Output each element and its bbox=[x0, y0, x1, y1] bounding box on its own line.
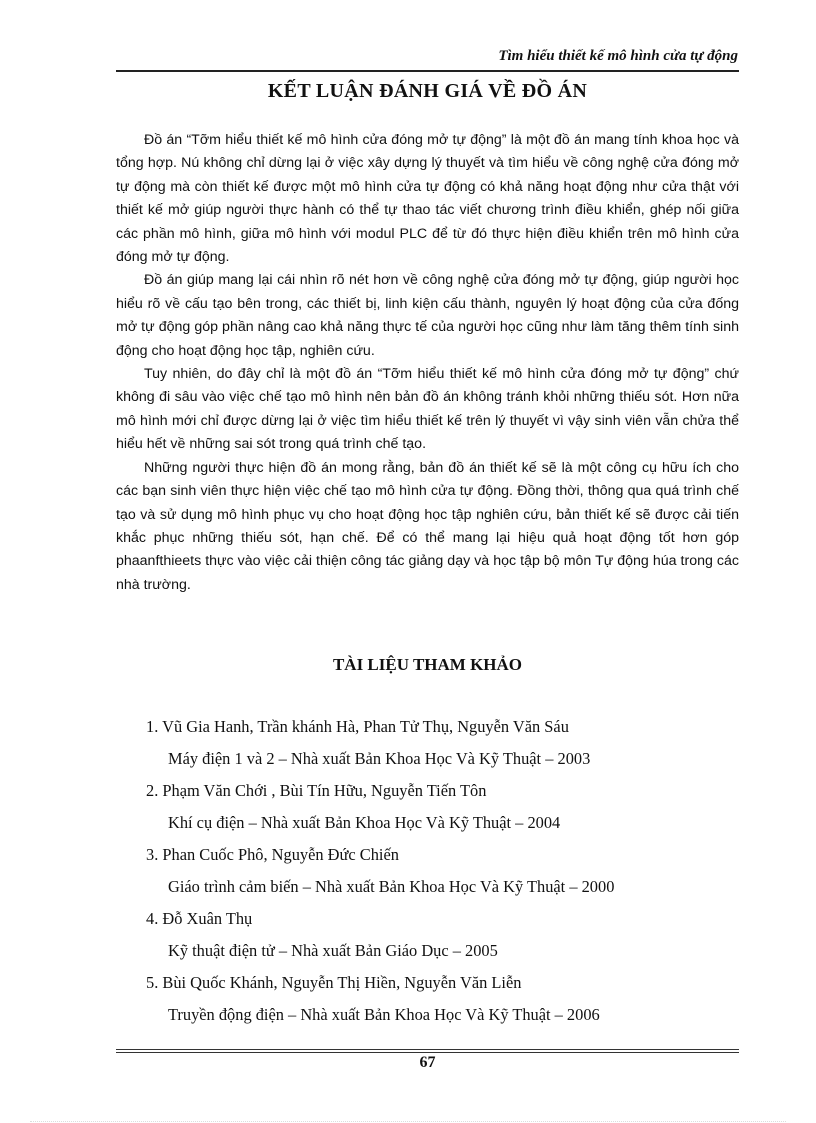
reference-authors-text: Bùi Quốc Khánh, Nguyễn Thị Hiền, Nguyễn Văn Liễn bbox=[162, 973, 522, 992]
reference-authors bbox=[146, 775, 614, 807]
reference-item bbox=[146, 903, 614, 967]
reference-source: Kỹ thuật điện tử – Nhà xuất Bản Giáo Dục – 2005 bbox=[168, 941, 498, 960]
reference-number: 1. bbox=[146, 717, 159, 736]
reference-source: Khí cụ điện – Nhà xuất Bản Khoa Học Và Kỹ Thuật – 2004 bbox=[168, 813, 561, 832]
footer-divider bbox=[116, 1049, 739, 1050]
reference-source: Máy điện 1 và 2 – Nhà xuất Bản Khoa Học Và Kỹ Thuật – 2003 bbox=[168, 749, 591, 768]
reference-authors bbox=[146, 903, 614, 935]
page-number: 67 bbox=[419, 1054, 436, 1071]
references-list bbox=[146, 711, 614, 1031]
reference-item bbox=[146, 839, 614, 903]
running-header-title: Tìm hiểu thiết kế mô hình cửa tự động bbox=[498, 48, 738, 64]
reference-authors-text: Phạm Văn Chới , Bùi Tín Hữu, Nguyễn Tiến Tôn bbox=[162, 781, 487, 800]
reference-authors-text: Đỗ Xuân Thụ bbox=[162, 909, 253, 928]
paragraph-3: Tuy nhiên, do đây chỉ là một đồ án “Tỡm hiểu thiết kế mô hình cửa đóng mở tự động” chứ không đi sâu vào việc chế tạo mô hình nên bản đồ án không tránh khỏi những thiếu sót. Hơn nữa mô hình mới chỉ được dừng lại ở việc tìm hiểu thiết kế trên lý thuyết vì vậy sinh viên vẫn chửa thể hiểu hết về những sai sót trong quá trình chế tạo. bbox=[116, 366, 739, 453]
reference-source: Truyền động điện – Nhà xuất Bản Khoa Học Và Kỹ Thuật – 2006 bbox=[168, 1005, 600, 1024]
reference-number: 5. bbox=[146, 973, 159, 992]
reference-item bbox=[146, 711, 614, 775]
paragraph-2: Đồ án giúp mang lại cái nhìn rõ nét hơn về công nghệ cửa đóng mở tự động, giúp người học hiểu rõ về cấu tạo bên trong, các thiết bị, linh kiện cấu thành, nguyên lý hoạt động của cửa đống mở tự động góp phần nâng cao khả năng thực tế của người học cũng như làm tăng thêm tính sinh động cho hoạt động học tập, nghiên cứu. bbox=[116, 272, 739, 359]
reference-item bbox=[146, 775, 614, 839]
page-title: KẾT LUẬN ĐÁNH GIÁ VỀ ĐỒ ÁN bbox=[267, 80, 588, 102]
conclusion-body bbox=[116, 129, 739, 597]
reference-authors bbox=[146, 967, 614, 999]
page-edge bbox=[30, 1121, 786, 1122]
header-divider bbox=[116, 70, 739, 72]
reference-item bbox=[146, 967, 614, 1031]
reference-number: 4. bbox=[146, 909, 159, 928]
reference-authors-text: Vũ Gia Hanh, Trần khánh Hà, Phan Tử Thụ, Nguyễn Văn Sáu bbox=[162, 717, 569, 736]
reference-source: Giáo trình cảm biến – Nhà xuất Bản Khoa Học Và Kỹ Thuật – 2000 bbox=[168, 877, 615, 896]
references-heading: TÀI LIỆU THAM KHẢO bbox=[332, 655, 523, 674]
reference-number: 2. bbox=[146, 781, 159, 800]
paragraph-4: Những người thực hiện đồ án mong rằng, bản đồ án thiết kế sẽ là một công cụ hữu ích cho các bạn sinh viên thực hiện việc chế tạo mô hình cửa tự động. Đồng thời, thông qua quá trình chế tạo và sử dụng mô hình phục vụ cho hoạt động học tập nghiên cứu, bản thiết kế sẽ được cải tiến khắc phục những thiếu sót, hạn chế. Để có thể mang lại hiệu quả hoạt động tốt hơn góp phaanfthieets thực vào việc cải thiện công tác giảng dạy và học tập bộ môn Tự động húa trong các nhà trường. bbox=[116, 459, 739, 593]
reference-authors bbox=[146, 839, 614, 871]
reference-authors bbox=[146, 711, 614, 743]
reference-authors-text: Phan Cuốc Phô, Nguyễn Đức Chiến bbox=[162, 845, 399, 864]
paragraph-1: Đồ án “Tỡm hiểu thiết kế mô hình cửa đóng mở tự động” là một đồ án mang tính khoa học và tổng hợp. Nú không chỉ dừng lại ở việc xây dựng lý thuyết và tìm hiểu về công nghệ cửa đóng mở tự động mà còn thiết kế được một mô hình cửa tự động có khả năng hoạt động như cửa thật với thiết kế mở giúp người thực hành có thể tự thao tác viết chương trình điều khiển, ghép nối giữa các phần mô hình, giữa mô hình với modul PLC để từ đó thực hiện điều khiển trên mô hình cửa đóng mở tự động. bbox=[116, 132, 739, 266]
reference-number: 3. bbox=[146, 845, 159, 864]
footer-divider-double bbox=[116, 1052, 739, 1053]
